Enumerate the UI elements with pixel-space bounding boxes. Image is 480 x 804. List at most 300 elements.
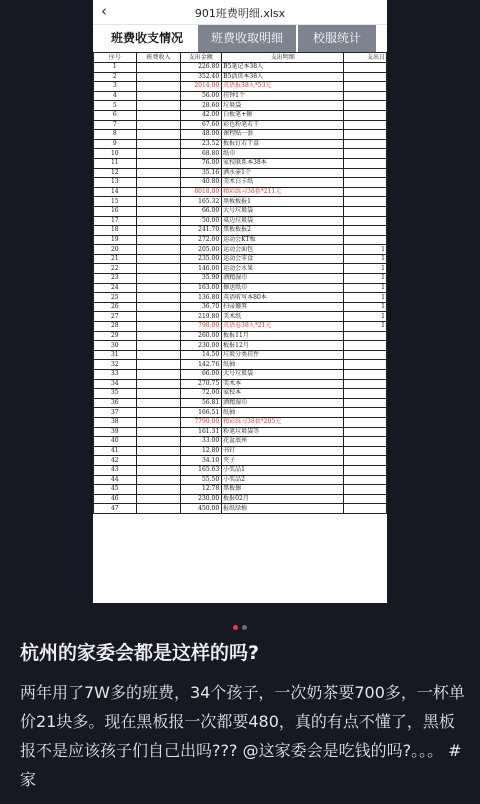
cell-income bbox=[136, 149, 181, 159]
cell-no: 12 bbox=[94, 168, 137, 178]
cell-income bbox=[136, 63, 181, 73]
cell-amount: 136.80 bbox=[181, 293, 222, 303]
cell-amount: 230.00 bbox=[181, 494, 222, 504]
cell-no: 7 bbox=[94, 120, 137, 130]
cell-income bbox=[136, 216, 181, 226]
table-row bbox=[94, 331, 387, 341]
cell-date bbox=[344, 389, 387, 399]
cell-no: 10 bbox=[94, 149, 137, 159]
post-mention[interactable]: @这家委会是吃钱的吗?。。。 bbox=[242, 741, 444, 760]
table-header-row bbox=[94, 53, 387, 63]
cell-detail: 黑板板报1 bbox=[222, 197, 344, 207]
cell-amount: 66.00 bbox=[181, 370, 222, 380]
cell-income bbox=[136, 226, 181, 236]
cell-date bbox=[344, 417, 387, 427]
cell-income bbox=[136, 130, 181, 140]
cell-detail: B5活页本38人 bbox=[222, 72, 344, 82]
table-row bbox=[94, 341, 387, 351]
cell-no: 5 bbox=[94, 101, 137, 111]
cell-no: 9 bbox=[94, 139, 137, 149]
cell-no: 28 bbox=[94, 322, 137, 332]
cell-no: 47 bbox=[94, 504, 137, 514]
header-detail: 支出明细 bbox=[222, 53, 344, 63]
cell-income bbox=[136, 206, 181, 216]
cell-date bbox=[344, 72, 387, 82]
cell-no: 42 bbox=[94, 456, 137, 466]
table-row bbox=[94, 110, 387, 120]
cell-detail: 纸抽 bbox=[222, 408, 344, 418]
cell-detail: 垃圾袋 bbox=[222, 101, 344, 111]
cell-amount: 241.70 bbox=[181, 226, 222, 236]
cell-date bbox=[344, 341, 387, 351]
cell-date bbox=[344, 168, 387, 178]
cell-date bbox=[344, 63, 387, 73]
table-row bbox=[94, 101, 387, 111]
cell-income bbox=[136, 341, 181, 351]
table-row bbox=[94, 130, 387, 140]
cell-date bbox=[344, 226, 387, 236]
cell-income bbox=[136, 245, 181, 255]
cell-no: 29 bbox=[94, 331, 137, 341]
cell-no: 44 bbox=[94, 475, 137, 485]
cell-amount: 205.00 bbox=[181, 245, 222, 255]
cell-no: 14 bbox=[94, 187, 137, 197]
cell-date: 1 bbox=[344, 312, 387, 322]
cell-no: 36 bbox=[94, 398, 137, 408]
cell-date bbox=[344, 149, 387, 159]
cell-income bbox=[136, 370, 181, 380]
cell-detail: 英语卷38人*21元 bbox=[222, 322, 344, 332]
cell-income bbox=[136, 293, 181, 303]
cell-date bbox=[344, 158, 387, 168]
cell-no: 46 bbox=[94, 494, 137, 504]
cell-detail: 运动会面包 bbox=[222, 245, 344, 255]
table-row bbox=[94, 446, 387, 456]
cell-detail: 纸巾 bbox=[222, 149, 344, 159]
cell-date bbox=[344, 82, 387, 92]
carousel-indicator bbox=[0, 615, 480, 623]
cell-date bbox=[344, 197, 387, 207]
cell-detail: 板报钉若干盒 bbox=[222, 139, 344, 149]
cell-date bbox=[344, 504, 387, 514]
table-row bbox=[94, 187, 387, 197]
cell-amount: 7790.00 bbox=[181, 417, 222, 427]
table-row bbox=[94, 274, 387, 284]
cell-detail: 英语听写本80本 bbox=[222, 293, 344, 303]
cell-date bbox=[344, 446, 387, 456]
cell-date: 1 bbox=[344, 283, 387, 293]
cell-amount: 146.00 bbox=[181, 264, 222, 274]
cell-income bbox=[136, 494, 181, 504]
cell-no: 24 bbox=[94, 283, 137, 293]
cell-detail: 夹子 bbox=[222, 456, 344, 466]
cell-income bbox=[136, 389, 181, 399]
cell-date bbox=[344, 370, 387, 380]
cell-income bbox=[136, 408, 181, 418]
cell-income bbox=[136, 456, 181, 466]
cell-detail: 彩色粉笔若干 bbox=[222, 120, 344, 130]
cell-no: 23 bbox=[94, 274, 137, 284]
tab-class-fee-summary[interactable]: 班费收支情况 bbox=[98, 25, 196, 52]
cell-amount: 48.00 bbox=[181, 130, 222, 140]
cell-detail: 板报11月 bbox=[222, 331, 344, 341]
cell-detail: 美术白卡纸 bbox=[222, 178, 344, 188]
cell-no: 26 bbox=[94, 302, 137, 312]
cell-amount: 42.00 bbox=[181, 110, 222, 120]
cell-amount: 450.00 bbox=[181, 504, 222, 514]
cell-income bbox=[136, 417, 181, 427]
cell-amount: 260.00 bbox=[181, 331, 222, 341]
cell-date bbox=[344, 130, 387, 140]
cell-income bbox=[136, 72, 181, 82]
cell-amount: 12.78 bbox=[181, 485, 222, 495]
cell-date bbox=[344, 206, 387, 216]
cell-amount: 272.00 bbox=[181, 235, 222, 245]
file-viewer-header bbox=[93, 0, 387, 25]
cell-income bbox=[136, 197, 181, 207]
cell-detail: 黑板擦 bbox=[222, 485, 344, 495]
cell-date bbox=[344, 110, 387, 120]
cell-amount: 270.75 bbox=[181, 379, 222, 389]
cell-amount: 72.00 bbox=[181, 389, 222, 399]
table-row bbox=[94, 293, 387, 303]
cell-detail: 花盆底座 bbox=[222, 437, 344, 447]
table-row bbox=[94, 254, 387, 264]
cell-amount: 35.90 bbox=[181, 274, 222, 284]
cell-detail: B5笔记本38人 bbox=[222, 63, 344, 73]
cell-amount: 165.32 bbox=[181, 197, 222, 207]
cell-income bbox=[136, 465, 181, 475]
cell-income bbox=[136, 427, 181, 437]
cell-no: 17 bbox=[94, 216, 137, 226]
cell-detail: 大号垃圾袋 bbox=[222, 370, 344, 380]
cell-date bbox=[344, 91, 387, 101]
cell-no: 41 bbox=[94, 446, 137, 456]
cell-no: 18 bbox=[94, 226, 137, 236]
post-title: 杭州的家委会都是这样的吗? bbox=[20, 642, 260, 664]
cell-amount: 352.40 bbox=[181, 72, 222, 82]
cell-detail: 垃圾分类挂件 bbox=[222, 350, 344, 360]
cell-detail: 扫帚簸箕 bbox=[222, 302, 344, 312]
cell-amount: 55.50 bbox=[181, 475, 222, 485]
cell-income bbox=[136, 331, 181, 341]
cell-amount: 142.76 bbox=[181, 360, 222, 370]
cell-detail: 白板笔+擦 bbox=[222, 110, 344, 120]
cell-detail: 精彩练习38套*211元 bbox=[222, 187, 344, 197]
table-row bbox=[94, 139, 387, 149]
cell-income bbox=[136, 120, 181, 130]
cell-amount: 2014.00 bbox=[181, 82, 222, 92]
cell-no: 33 bbox=[94, 370, 137, 380]
cell-amount: 34.10 bbox=[181, 456, 222, 466]
cell-date bbox=[344, 485, 387, 495]
cell-amount: 226.80 bbox=[181, 63, 222, 73]
header-amount: 支出金额 bbox=[181, 53, 222, 63]
cell-date bbox=[344, 494, 387, 504]
cell-income bbox=[136, 91, 181, 101]
cell-date: 1 bbox=[344, 274, 387, 284]
cell-no: 34 bbox=[94, 379, 137, 389]
cell-amount: 165.63 bbox=[181, 465, 222, 475]
cell-amount: 56.81 bbox=[181, 398, 222, 408]
cell-no: 37 bbox=[94, 408, 137, 418]
cell-income bbox=[136, 504, 181, 514]
cell-date bbox=[344, 101, 387, 111]
cell-income bbox=[136, 475, 181, 485]
cell-detail: 运动会水果 bbox=[222, 264, 344, 274]
cell-date: 1 bbox=[344, 245, 387, 255]
cell-amount: 219.80 bbox=[181, 312, 222, 322]
cell-no: 35 bbox=[94, 389, 137, 399]
cell-amount: 66.00 bbox=[181, 206, 222, 216]
cell-amount: 33.00 bbox=[181, 437, 222, 447]
cell-amount: 28.60 bbox=[181, 101, 222, 111]
cell-no: 31 bbox=[94, 350, 137, 360]
table-row bbox=[94, 226, 387, 236]
table-row bbox=[94, 494, 387, 504]
cell-date: 1 bbox=[344, 264, 387, 274]
header-date: 支出日 bbox=[344, 53, 387, 63]
cell-amount: 12.80 bbox=[181, 446, 222, 456]
cell-date bbox=[344, 178, 387, 188]
cell-date bbox=[344, 379, 387, 389]
table-row bbox=[94, 437, 387, 447]
table-row bbox=[94, 398, 387, 408]
cell-income bbox=[136, 110, 181, 120]
cell-no: 8 bbox=[94, 130, 137, 140]
table-row bbox=[94, 245, 387, 255]
cell-no: 15 bbox=[94, 197, 137, 207]
table-row bbox=[94, 120, 387, 130]
cell-no: 21 bbox=[94, 254, 137, 264]
table-row bbox=[94, 485, 387, 495]
spreadsheet[interactable] bbox=[93, 52, 387, 603]
cell-amount: 40.80 bbox=[181, 178, 222, 188]
cell-date bbox=[344, 398, 387, 408]
cell-income bbox=[136, 158, 181, 168]
cell-no: 19 bbox=[94, 235, 137, 245]
table-row bbox=[94, 178, 387, 188]
cell-date bbox=[344, 331, 387, 341]
table-row bbox=[94, 264, 387, 274]
cell-no: 40 bbox=[94, 437, 137, 447]
cell-income bbox=[136, 235, 181, 245]
cell-detail: 家校本 bbox=[222, 389, 344, 399]
cell-no: 27 bbox=[94, 312, 137, 322]
cell-no: 2 bbox=[94, 72, 137, 82]
cell-income bbox=[136, 312, 181, 322]
cell-date bbox=[344, 408, 387, 418]
cell-no: 30 bbox=[94, 341, 137, 351]
cell-detail: 美术纸 bbox=[222, 312, 344, 322]
cell-detail: 报纸绿植 bbox=[222, 504, 344, 514]
cell-no: 1 bbox=[94, 63, 137, 73]
cell-income bbox=[136, 322, 181, 332]
cell-amount: 23.52 bbox=[181, 139, 222, 149]
cell-date: 1 bbox=[344, 293, 387, 303]
cell-detail: 酒精湿巾 bbox=[222, 274, 344, 284]
cell-amount: 166.51 bbox=[181, 408, 222, 418]
cell-detail: 酒精湿巾 bbox=[222, 398, 344, 408]
header-no: 序号 bbox=[94, 53, 137, 63]
tab-fee-collection-detail[interactable]: 班费收取明细 bbox=[198, 25, 296, 52]
cell-amount: 235.00 bbox=[181, 254, 222, 264]
cell-detail: 课程贴一套 bbox=[222, 130, 344, 140]
cell-no: 25 bbox=[94, 293, 137, 303]
cell-detail: 桌边垃圾袋 bbox=[222, 216, 344, 226]
cell-detail: 运动会KT板 bbox=[222, 235, 344, 245]
cell-income bbox=[136, 187, 181, 197]
cell-no: 32 bbox=[94, 360, 137, 370]
cell-detail: 挂钟1个 bbox=[222, 91, 344, 101]
cell-no: 38 bbox=[94, 417, 137, 427]
table-row bbox=[94, 379, 387, 389]
cell-date bbox=[344, 235, 387, 245]
cell-date: 1 bbox=[344, 302, 387, 312]
post-hashtag[interactable]: #家 bbox=[20, 741, 462, 789]
cell-detail: 洒水壶1个 bbox=[222, 168, 344, 178]
table-row bbox=[94, 417, 387, 427]
table-row bbox=[94, 235, 387, 245]
cell-date bbox=[344, 187, 387, 197]
cell-income bbox=[136, 178, 181, 188]
cell-date: 1 bbox=[344, 322, 387, 332]
cell-no: 22 bbox=[94, 264, 137, 274]
cell-income bbox=[136, 446, 181, 456]
cell-income bbox=[136, 379, 181, 389]
cell-no: 3 bbox=[94, 82, 137, 92]
cell-amount: 14.50 bbox=[181, 350, 222, 360]
cell-no: 11 bbox=[94, 158, 137, 168]
cell-amount: 68.80 bbox=[181, 149, 222, 159]
cell-detail: 书钉 bbox=[222, 446, 344, 456]
cell-income bbox=[136, 302, 181, 312]
cell-date bbox=[344, 139, 387, 149]
cell-detail: 小奖品1 bbox=[222, 465, 344, 475]
table-row bbox=[94, 206, 387, 216]
cell-date bbox=[344, 437, 387, 447]
cell-income bbox=[136, 283, 181, 293]
chevron-left-icon[interactable]: ‹ bbox=[101, 2, 107, 20]
cell-income bbox=[136, 274, 181, 284]
table-row bbox=[94, 456, 387, 466]
cell-date bbox=[344, 427, 387, 437]
table-row bbox=[94, 389, 387, 399]
cell-amount: 50.00 bbox=[181, 216, 222, 226]
cell-date bbox=[344, 465, 387, 475]
cell-date bbox=[344, 120, 387, 130]
table-row bbox=[94, 149, 387, 159]
table-row bbox=[94, 370, 387, 380]
table-row bbox=[94, 302, 387, 312]
table-row bbox=[94, 322, 387, 332]
cell-income bbox=[136, 398, 181, 408]
cell-income bbox=[136, 101, 181, 111]
screenshot-image bbox=[93, 0, 387, 603]
table-row bbox=[94, 216, 387, 226]
cell-no: 45 bbox=[94, 485, 137, 495]
table-row bbox=[94, 408, 387, 418]
post-body-text: 两年用了7W多的班费，34个孩子，一次奶茶要700多，一杯单价21块多。现在黑板报一次都要480，真的有点不懂了，黑板报不是应该孩子们自己出吗??? bbox=[20, 683, 465, 760]
cell-income bbox=[136, 264, 181, 274]
cell-detail: 小奖品2 bbox=[222, 475, 344, 485]
cell-detail: 运动会零食 bbox=[222, 254, 344, 264]
expense-table bbox=[93, 52, 387, 514]
cell-income bbox=[136, 254, 181, 264]
cell-amount: 35.16 bbox=[181, 168, 222, 178]
cell-income bbox=[136, 437, 181, 447]
cell-date bbox=[344, 456, 387, 466]
cell-no: 4 bbox=[94, 91, 137, 101]
table-row bbox=[94, 158, 387, 168]
cell-amount: 230.00 bbox=[181, 341, 222, 351]
cell-income bbox=[136, 82, 181, 92]
cell-detail: 美术本 bbox=[222, 379, 344, 389]
cell-detail: 纸抽 bbox=[222, 360, 344, 370]
cell-detail: 精彩练习38套*205元 bbox=[222, 417, 344, 427]
table-row bbox=[94, 504, 387, 514]
cell-no: 20 bbox=[94, 245, 137, 255]
file-name: 901班费明细.xlsx bbox=[194, 7, 286, 20]
cell-detail: 黑板板报2 bbox=[222, 226, 344, 236]
table-row bbox=[94, 197, 387, 207]
cell-date bbox=[344, 475, 387, 485]
cell-amount: 798.00 bbox=[181, 322, 222, 332]
cell-date bbox=[344, 350, 387, 360]
cell-no: 43 bbox=[94, 465, 137, 475]
cell-amount: 76.00 bbox=[181, 158, 222, 168]
table-row bbox=[94, 283, 387, 293]
cell-amount: 161.31 bbox=[181, 427, 222, 437]
cell-detail: 家校联系本38本 bbox=[222, 158, 344, 168]
cell-amount: 56.00 bbox=[181, 91, 222, 101]
cell-no: 13 bbox=[94, 178, 137, 188]
cell-income bbox=[136, 485, 181, 495]
cell-amount: 163.00 bbox=[181, 283, 222, 293]
cell-date: 1 bbox=[344, 254, 387, 264]
table-row bbox=[94, 350, 387, 360]
header-income: 班费收入 bbox=[136, 53, 181, 63]
cell-income bbox=[136, 168, 181, 178]
table-row bbox=[94, 360, 387, 370]
post-body bbox=[20, 678, 468, 794]
cell-income bbox=[136, 350, 181, 360]
cell-detail: 粉笔垃圾袋等 bbox=[222, 427, 344, 437]
carousel-dot[interactable] bbox=[233, 625, 238, 630]
table-row bbox=[94, 72, 387, 82]
table-row bbox=[94, 91, 387, 101]
carousel-dot[interactable] bbox=[242, 625, 247, 630]
table-row bbox=[94, 63, 387, 73]
cell-amount: 67.60 bbox=[181, 120, 222, 130]
table-row bbox=[94, 427, 387, 437]
cell-no: 39 bbox=[94, 427, 137, 437]
cell-income bbox=[136, 139, 181, 149]
tab-uniform-stats[interactable]: 校服统计 bbox=[298, 25, 376, 52]
cell-amount: 36.70 bbox=[181, 302, 222, 312]
cell-no: 6 bbox=[94, 110, 137, 120]
cell-amount: 8018.00 bbox=[181, 187, 222, 197]
cell-detail: 板报02月 bbox=[222, 494, 344, 504]
table-row bbox=[94, 312, 387, 322]
cell-detail: 大号垃圾袋 bbox=[222, 206, 344, 216]
cell-date bbox=[344, 360, 387, 370]
cell-income bbox=[136, 360, 181, 370]
cell-no: 16 bbox=[94, 206, 137, 216]
table-row bbox=[94, 168, 387, 178]
table-row bbox=[94, 465, 387, 475]
cell-detail: 英语报38人*53元 bbox=[222, 82, 344, 92]
